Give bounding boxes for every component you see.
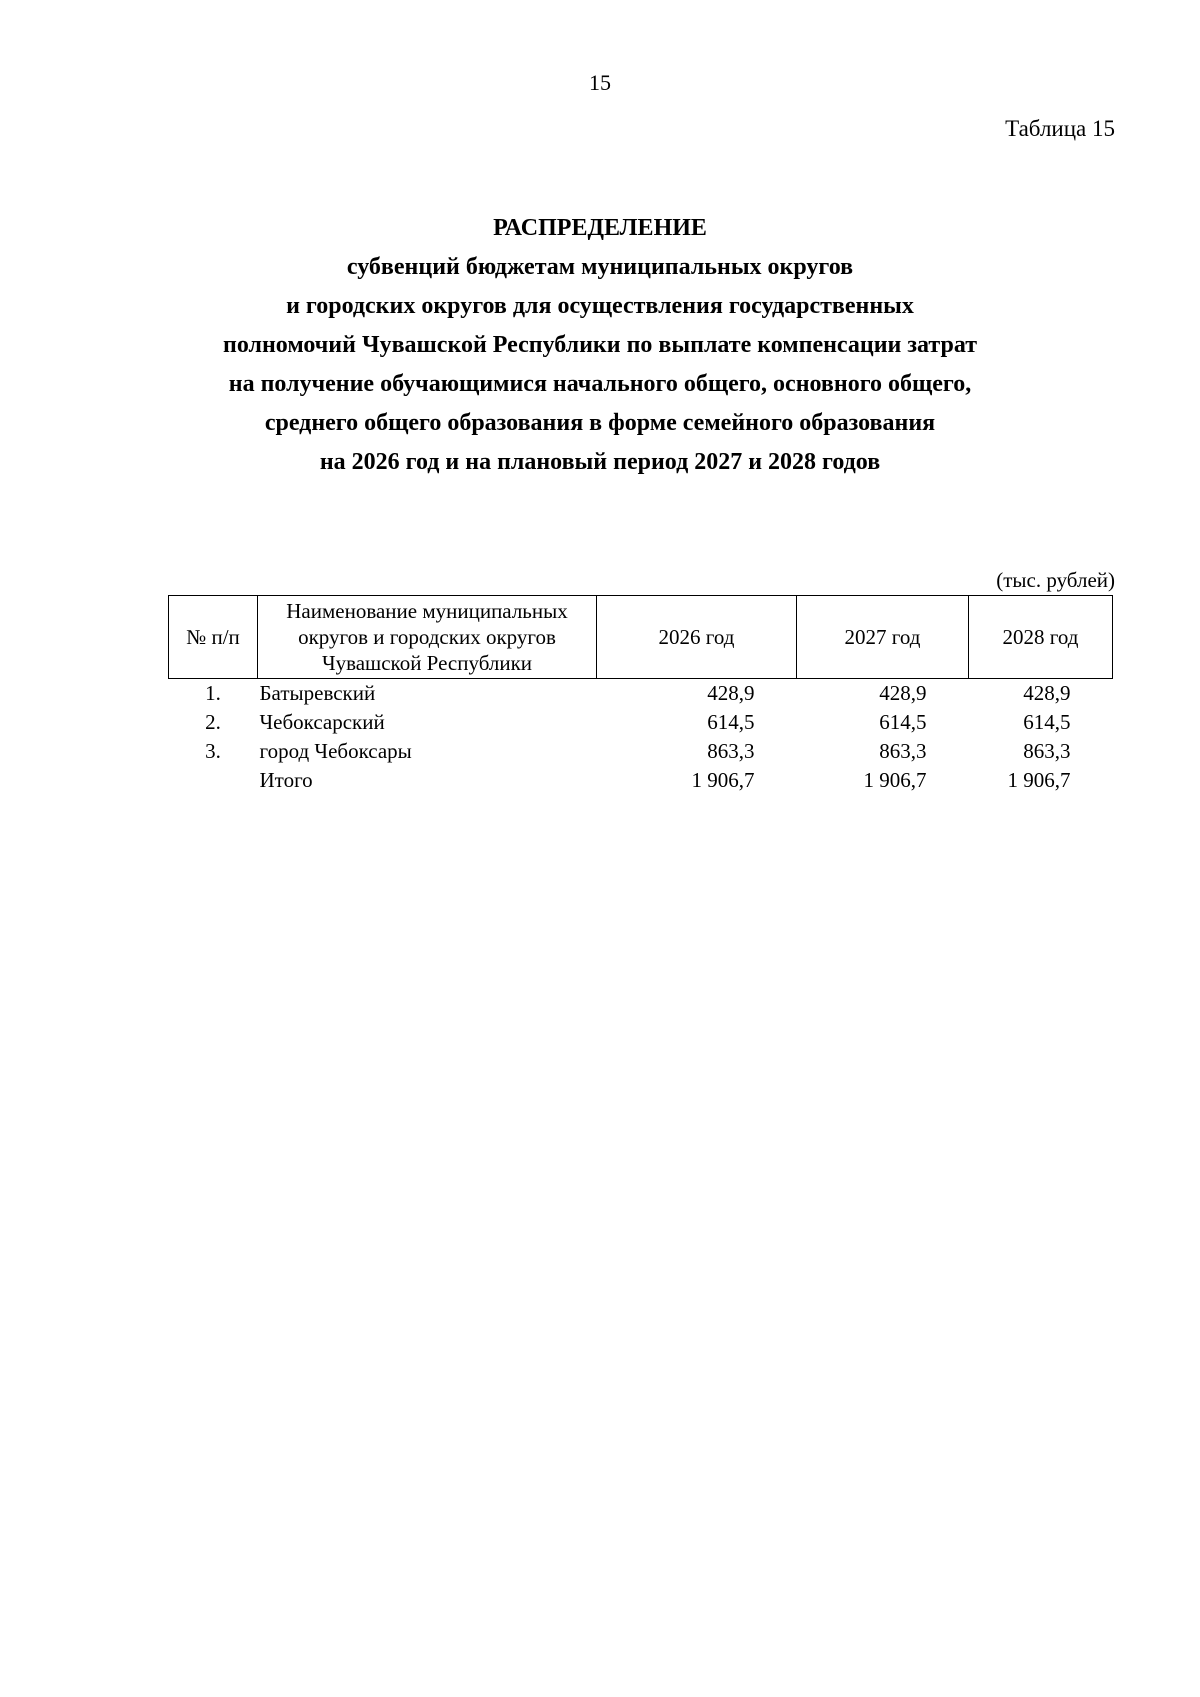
- title-line-3: полномочий Чувашской Республики по выплате компенсации затрат: [223, 332, 977, 358]
- total-value-2026: 1 906,7: [691, 768, 755, 792]
- row-value-2027: 614,5: [879, 710, 927, 734]
- title-main: РАСПРЕДЕЛЕНИЕ: [493, 215, 707, 241]
- row-num: 3.: [205, 739, 221, 763]
- units-label: (тыс. рублей): [996, 568, 1115, 592]
- header-2027: 2027 год: [797, 596, 969, 679]
- row-value-2028: 863,3: [1023, 739, 1071, 763]
- title-line-6: на 2026 год и на плановый период 2027 и 2028 годов: [319, 449, 881, 475]
- row-value-2026: 863,3: [707, 739, 755, 763]
- header-num: № п/п: [169, 596, 258, 679]
- row-name: город Чебоксары: [259, 739, 412, 763]
- title-line-1: субвенций бюджетам муниципальных округов: [346, 254, 854, 280]
- table-total-row: [169, 766, 1113, 795]
- row-num: 1.: [205, 681, 221, 705]
- header-2028: 2028 год: [969, 596, 1113, 679]
- total-label: Итого: [259, 768, 313, 792]
- row-name: Чебоксарский: [259, 710, 385, 734]
- row-num: 2.: [205, 710, 221, 734]
- table-label: Таблица 15: [1005, 116, 1115, 141]
- row-value-2026: 614,5: [707, 710, 755, 734]
- row-value-2027: 863,3: [879, 739, 927, 763]
- table-header-row: [169, 596, 1113, 679]
- table-row: [169, 679, 1113, 709]
- row-name: Батыревский: [259, 681, 376, 705]
- header-name: Наименование муниципальных округов и городских округов Чувашской Республики: [258, 596, 597, 679]
- document-title: [0, 208, 1200, 482]
- row-value-2028: 428,9: [1023, 681, 1071, 705]
- header-2026: 2026 год: [597, 596, 797, 679]
- table-row: [169, 737, 1113, 766]
- total-num: [169, 766, 258, 795]
- distribution-table: [168, 595, 1112, 795]
- total-value-2028: 1 906,7: [1007, 768, 1071, 792]
- page-number: 15: [589, 70, 611, 95]
- row-value-2028: 614,5: [1023, 710, 1071, 734]
- title-line-4: на получение обучающимися начального общего, основного общего,: [228, 371, 972, 397]
- table-row: [169, 708, 1113, 737]
- row-value-2026: 428,9: [707, 681, 755, 705]
- title-line-5: среднего общего образования в форме семейного образования: [264, 410, 936, 436]
- title-line-2: и городских округов для осуществления государственных: [286, 293, 914, 319]
- total-value-2027: 1 906,7: [863, 768, 927, 792]
- row-value-2027: 428,9: [879, 681, 927, 705]
